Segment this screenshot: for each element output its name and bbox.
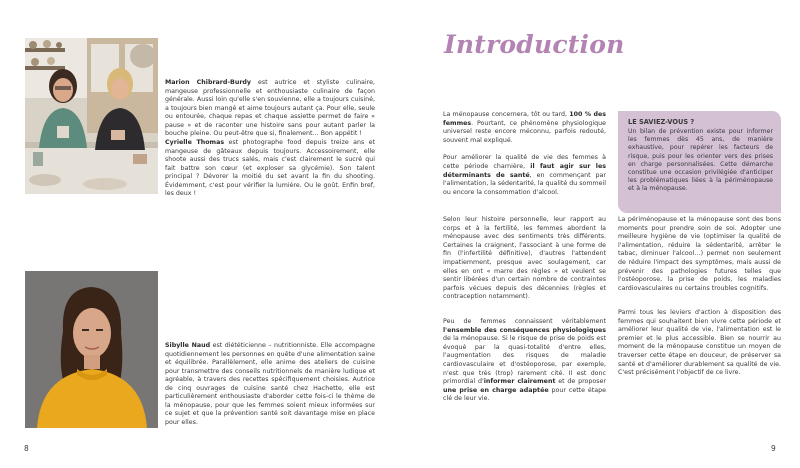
did-you-know-heading: LE SAVIEZ-VOUS ? [628,118,695,126]
p4-text-4: pour cette étape clé de leur vie. [443,386,606,403]
intro-column-2-bottom [618,309,781,378]
p1-text-1: La ménopause concernera, tôt ou tard, [443,111,570,118]
p2-text-2: , en commençant par l'alimentation, la sédentarité, la qualité du sommeil ou encore la consommation d'alcool. [443,171,607,196]
bio-marion-cyrielle [165,79,375,199]
p4-bold-3: une prise en charge adaptée [443,386,549,394]
chapter-title: Introduction [444,30,625,59]
photo-marion-and-cyrielle [25,38,158,194]
p4-text-3: et de proposer [555,378,606,386]
bio-sibylle-text: est diététicienne – nutritionniste. Elle accompagne quotidiennement les personnes en quête d'une alimentation saine et équilibrée. Parallèlement, elle anime des ateliers de cuisine pour transmettre des conseils nutritionnels de manière ludique et agréable, à travers des recettes spécifiquement choisies. Autrice de cinq ouvrages de cuisine santé chez Hachette, elle est particulièrement enthousiaste d'aborder cette fois-ci le thème de la ménopause, pour que les femmes soient mieux informées sur ce sujet et que la prévention santé soit davantage mise en place pour elles. [165,342,375,426]
bio-sibylle-name: Sibylle Naud [165,342,211,349]
bio-cyrielle-text: est photographe food depuis treize ans et mangeuse de gâteaux depuis toujours. Accessoirement, elle shoote aussi des trucs salés, mais c'est clairement le sucré qui fait battre son cœur (et exploser sa glycémie). Son talent principal ? Dévorer la moitié du set avant la fin du shooting. Évidemment, c'est pour vérifier la lumière. Ou le goût. Enfin bref, les deux ! [165,139,376,197]
intro-paragraph-2 [443,154,606,197]
bio-marion-name: Marion Chibrard-Burdy [165,79,252,86]
p2-text-1: Pour améliorer la qualité de vie des femmes à cette période charnière, [443,154,606,170]
bio-marion-text: est autrice et styliste culinaire, mangeuse professionnelle et enthousiaste culinaire de façon générale. Aussi loin qu'elle s'en souvienne, elle a toujours cuisiné, a toujours bien mangé et aime toujours autant ça. Pour elle, seule ou entourée, chaque repas et chaque assiette permet de faire « pause » et de raconter une histoire sans pour autant parler la bouche pleine. Ou peut-être que si, finalement… Bon appétit ! [165,79,375,137]
p4-text-1: Peu de femmes connaissent véritablement [443,318,606,325]
intro-column-2-middle [618,216,781,293]
intro-paragraph-4 [443,318,606,404]
p1-text-2: . Pourtant, ce phénomène physiologique universel reste encore méconnu, parfois redouté, souvent mal expliqué. [443,119,606,144]
bio-sibylle-block [165,342,375,428]
p1-bold-1: 100 % des femmes [443,111,606,127]
bio-marion [165,79,375,139]
intro-column-1-top [443,111,606,197]
right-page [400,0,800,468]
p4-bold-1: l'ensemble des conséquences physiologiques [443,326,606,334]
photo-sibylle [25,271,158,428]
did-you-know-text: Un bilan de prévention existe pour informer les femmes dès 45 ans, de manière exhaustive, pour repérer les facteurs de risque, puis pour les orienter vers des prises en charge personnalisées. Cette démarche constitue une occasion privilégiée d'anticiper les problématiques liées à la périménopause et à la ménopause. [628,128,773,193]
page-number-right: 9 [771,444,776,453]
intro-paragraph-3: Selon leur histoire personnelle, leur rapport au corps et à la fertilité, les femmes abordent la ménopause avec des sentiments très différents. Certaines la craignent, l'associant à une forme de fin (l'infertilité définitive), d'autres l'attendent impatiemment, presque avec soulagement, car elles en ont « marre des règles » et veulent se sentir libérées d'un certain nombre de contraintes parfois vécues depuis des décennies (règles et contraception notamment). [443,216,606,301]
p2-bold-1: il faut agir sur les déterminants de santé [443,162,606,179]
bio-cyrielle [165,139,375,199]
intro-paragraph-5: La périménopause et la ménopause sont des bons moments pour prendre soin de soi. Adopter une meilleure hygiène de vie (optimiser la qualité de l'alimentation, réduire la sédentarité, arrêter le tabac, diminuer l'alcool…) permet non seulement de réduire l'impact des symptômes, mais aussi de prévenir des pathologies futures telles que l'ostéoporose, la prise de poids, les maladies cardiovasculaires ou certains troubles cognitifs. [618,216,781,292]
intro-column-1-bottom [443,318,606,404]
intro-column-1-middle [443,216,606,302]
intro-paragraph-1 [443,111,606,145]
p4-text-2: de la ménopause. Si le risque de prise de poids est évoqué par la quasi-totalité d'entre elles, l'augmentation des risques de maladie cardiovasculaire et d'ostéoporose, par exemple, n'est que très (trop) rarement cité. Il est donc primordial d' [443,335,606,386]
did-you-know-box [618,111,781,213]
page-number-left: 8 [24,444,29,453]
p4-bold-2: informer clairement [483,378,556,386]
intro-paragraph-6: Parmi tous les leviers d'action à disposition des femmes qui souhaitent bien vivre cette période et améliorer leur qualité de vie, l'alimentation est le premier et le plus accessible. Bien se nourrir au moment de la ménopause constitue un moyen de traverser cette étape en douceur, de préserver sa santé et d'améliorer durablement sa qualité de vie. C'est précisément l'objectif de ce livre. [618,309,781,377]
bio-sibylle [165,342,375,427]
bio-cyrielle-name: Cyrielle Thomas [165,139,225,146]
